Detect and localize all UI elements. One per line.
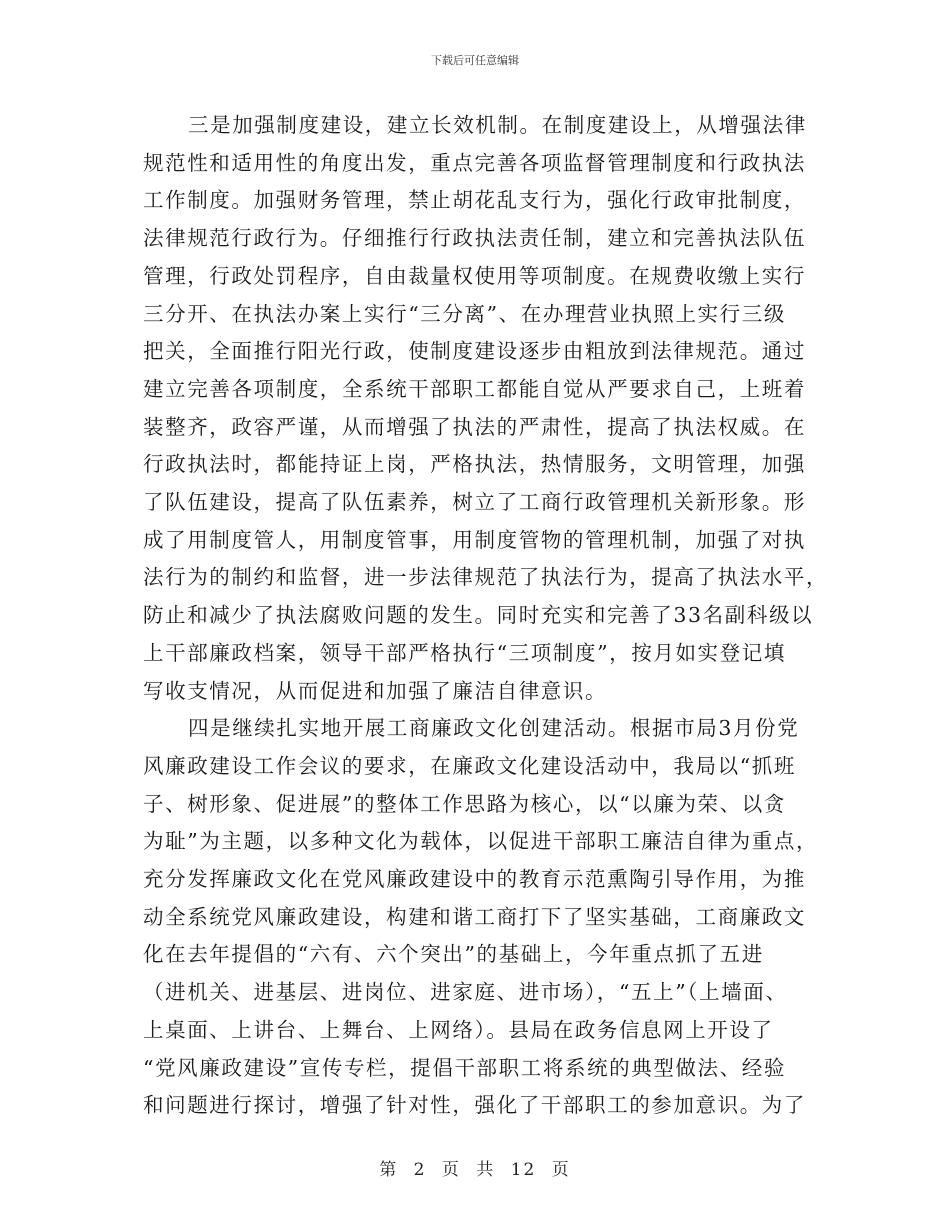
footer-page-word: 页 xyxy=(441,1160,461,1180)
paragraph-integrity-culture xyxy=(143,710,819,1125)
text-line: 上桌面、上讲台、上舞台、上网络）。县局在政务信息网上开设了 xyxy=(143,1017,774,1042)
text-line: 建立完善各项制度，全系统干部职工都能自觉从严要求自己，上班着 xyxy=(143,376,806,401)
text-line: “党风廉政建设”宣传专栏，提倡干部职工将系统的典型做法、经验 xyxy=(143,1055,786,1080)
page-footer xyxy=(0,1155,950,1180)
text-line: 法律规范行政行为。仔细推行行政执法责任制，建立和完善执法队伍 xyxy=(143,226,806,251)
text-line: 上干部廉政档案，领导干部严格执行“三项制度”，按月如实登记填 xyxy=(143,640,786,665)
text-line: 法行为的制约和监督，进一步法律规范了执法行为，提高了执法水平， xyxy=(143,565,829,590)
text-line: 工作制度。加强财务管理，禁止胡花乱支行为，强化行政审批制度， xyxy=(143,188,806,213)
text-line: 了队伍建设，提高了队伍素养，树立了工商行政管理机关新形象。形 xyxy=(143,490,806,515)
footer-suffix: 页 xyxy=(551,1160,571,1180)
text-line: 规范性和适用性的角度出发，重点完善各项监督管理制度和行政执法 xyxy=(143,150,806,175)
text-line: 为耻”为主题，以多种文化为载体，以促进干部职工廉洁自律为重点， xyxy=(143,829,819,854)
total-pages-number: 12 xyxy=(510,1160,537,1180)
text-line: 装整齐，政容严谨，从而增强了执法的严肃性，提高了执法权威。在 xyxy=(143,414,806,439)
text-line: 子、树形象、促进展”的整体工作思路为核心，以“以廉为荣、以贪 xyxy=(143,791,786,816)
text-line: 行政执法时，都能持证上岗，严格执法，热情服务，文明管理，加强 xyxy=(143,452,806,477)
current-page-number: 2 xyxy=(413,1160,427,1180)
text-line: 三是加强制度建设，建立长效机制。在制度建设上，从增强法律 xyxy=(188,113,807,137)
text-line: 四是继续扎实地开展工商廉政文化创建活动。根据市局3月份党 xyxy=(188,716,800,741)
text-line: 成了用制度管人，用制度管事，用制度管物的管理机制，加强了对执 xyxy=(143,527,806,552)
footer-prefix: 第 xyxy=(379,1160,399,1180)
text-line: （进机关、进基层、进岗位、进家庭、进市场），“五上”（上墙面、 xyxy=(143,980,788,1005)
text-line: 动全系统党风廉政建设，构建和谐工商打下了坚实基础，工商廉政文 xyxy=(143,904,806,929)
text-line: 充分发挥廉政文化在党风廉政建设中的教育示范熏陶引导作用，为推 xyxy=(143,867,806,892)
header-note: 下载后可任意编辑 xyxy=(431,54,519,67)
paragraph-institution-building xyxy=(143,107,829,710)
text-line: 把关，全面推行阳光行政，使制度建设逐步由粗放到法律规范。通过 xyxy=(143,339,806,364)
footer-total-word: 共 xyxy=(476,1160,496,1180)
text-line: 和问题进行探讨，增强了针对性，强化了干部职工的参加意识。为了 xyxy=(143,1093,806,1118)
text-line: 管理，行政处罚程序，自由裁量权使用等项制度。在规费收缴上实行 xyxy=(143,263,806,288)
text-line: 写收支情况，从而促进和加强了廉洁自律意识。 xyxy=(143,678,608,703)
text-line: 三分开、在执法办案上实行“三分离”、在办理营业执照上实行三级 xyxy=(143,301,786,326)
text-line: 防止和减少了执法腐败问题的发生。同时充实和完善了33名副科级以 xyxy=(143,603,814,628)
text-line: 风廉政建设工作会议的要求，在廉政文化建设活动中，我局以“抓班 xyxy=(143,753,796,778)
page-header xyxy=(0,52,950,68)
document-body xyxy=(143,107,829,1125)
text-line: 化在去年提倡的“六有、六个突出”的基础上，今年重点抓了五进 xyxy=(143,942,764,967)
